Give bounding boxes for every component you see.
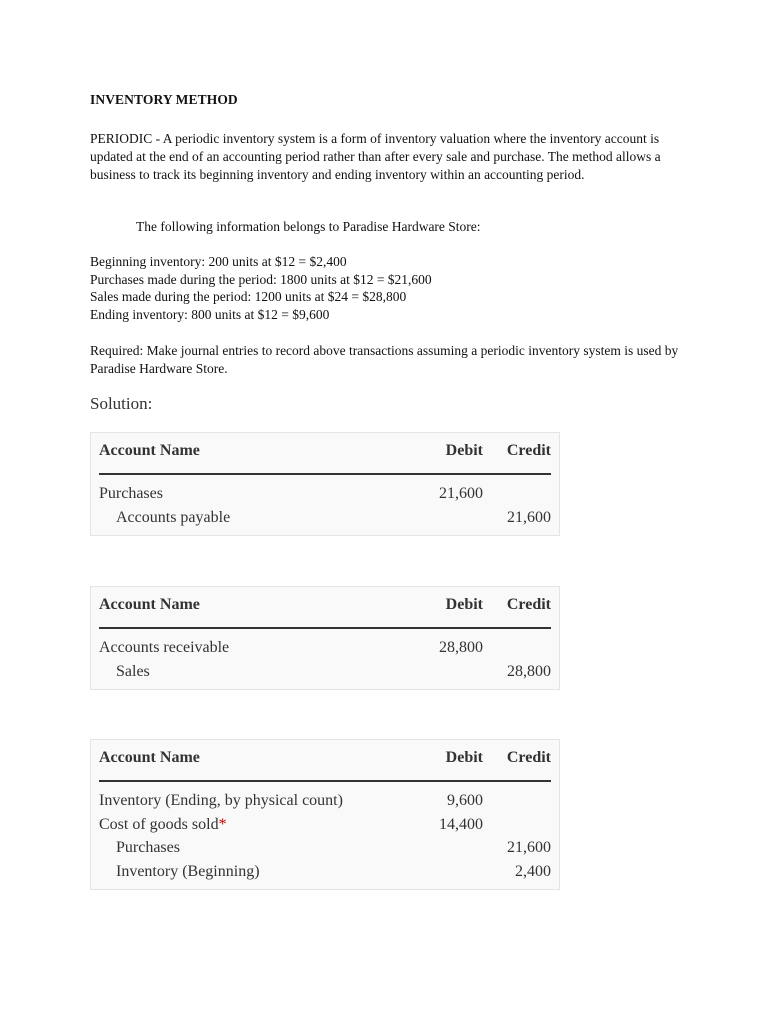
account-name-text: Purchases [99, 485, 163, 502]
table-body [91, 475, 559, 538]
table-header [99, 587, 551, 629]
footnote-marker: * [218, 815, 227, 833]
table-row [99, 839, 551, 863]
credit-cell: 2,400 [515, 862, 551, 880]
credit-cell: 28,800 [507, 662, 551, 680]
account-name-text: Sales [116, 662, 150, 680]
table-header [99, 433, 551, 475]
header-debit: Debit [445, 596, 483, 613]
table-row [99, 485, 551, 509]
credit-cell: 21,600 [507, 508, 551, 526]
data-lines [90, 253, 432, 323]
credit-cell: 21,600 [507, 839, 551, 856]
table-row [99, 639, 551, 663]
header-account-name: Account Name [99, 442, 200, 459]
info-line: The following information belongs to Paradise Hardware Store: [136, 219, 481, 234]
account-name-cell [99, 485, 163, 503]
journal-entry-table-purchases [90, 432, 560, 536]
table-row [99, 816, 551, 840]
account-name-text: Accounts payable [116, 508, 231, 526]
account-name-text: Inventory (Ending, by physical count) [99, 792, 343, 809]
account-name-cell [116, 863, 260, 881]
debit-cell: 14,400 [439, 815, 483, 833]
data-line-beginning-inventory: Beginning inventory: 200 units at $12 = $2,400 [90, 254, 347, 269]
debit-cell: 9,600 [447, 792, 483, 809]
header-credit: Credit [506, 749, 551, 766]
data-line-ending-inventory: Ending inventory: 800 units at $12 = $9,600 [90, 306, 330, 322]
account-name-cell [99, 639, 229, 657]
header-credit: Credit [506, 442, 551, 459]
table-row [99, 863, 551, 887]
account-name-cell [99, 816, 227, 834]
intro-paragraph: PERIODIC - A periodic inventory system is a form of inventory valuation where the inventory account is updated at the end of an accounting period rather than after every sale and purchase. The method allows a business to track its beginning inventory and ending inventory within an accounting period. [90, 131, 661, 182]
header-account-name: Account Name [99, 596, 200, 613]
account-name-text: Inventory (Beginning) [116, 862, 260, 880]
document-heading: INVENTORY METHOD [90, 92, 238, 107]
debit-cell: 28,800 [439, 639, 483, 656]
table-header [99, 740, 551, 782]
account-name-cell [116, 663, 150, 681]
table-row [99, 792, 551, 816]
table-row [99, 509, 551, 533]
table-body [91, 629, 559, 692]
debit-cell: 21,600 [439, 485, 483, 502]
account-name-text: Accounts receivable [99, 639, 230, 656]
data-line-purchases: Purchases made during the period: 1800 units at $12 = $21,600 [90, 271, 432, 287]
journal-entry-table-cogs [90, 739, 560, 890]
journal-entry-table-sales [90, 586, 560, 690]
header-debit: Debit [445, 442, 483, 459]
table-row [99, 663, 551, 687]
header-credit: Credit [506, 596, 551, 613]
account-name-text: Purchases [116, 839, 180, 856]
account-name-text: Cost of goods sold [99, 815, 219, 833]
data-line-sales: Sales made during the period: 1200 units at $24 = $28,800 [90, 289, 407, 304]
required-paragraph: Required: Make journal entries to record above transactions assuming a periodic inventory system is used by Paradise Hardware Store. [90, 343, 679, 376]
account-name-cell [116, 509, 230, 527]
header-account-name: Account Name [99, 749, 200, 766]
solution-label: Solution: [90, 394, 153, 413]
header-debit: Debit [445, 749, 483, 766]
account-name-cell [99, 792, 343, 810]
table-body [91, 782, 559, 892]
account-name-cell [116, 839, 180, 857]
